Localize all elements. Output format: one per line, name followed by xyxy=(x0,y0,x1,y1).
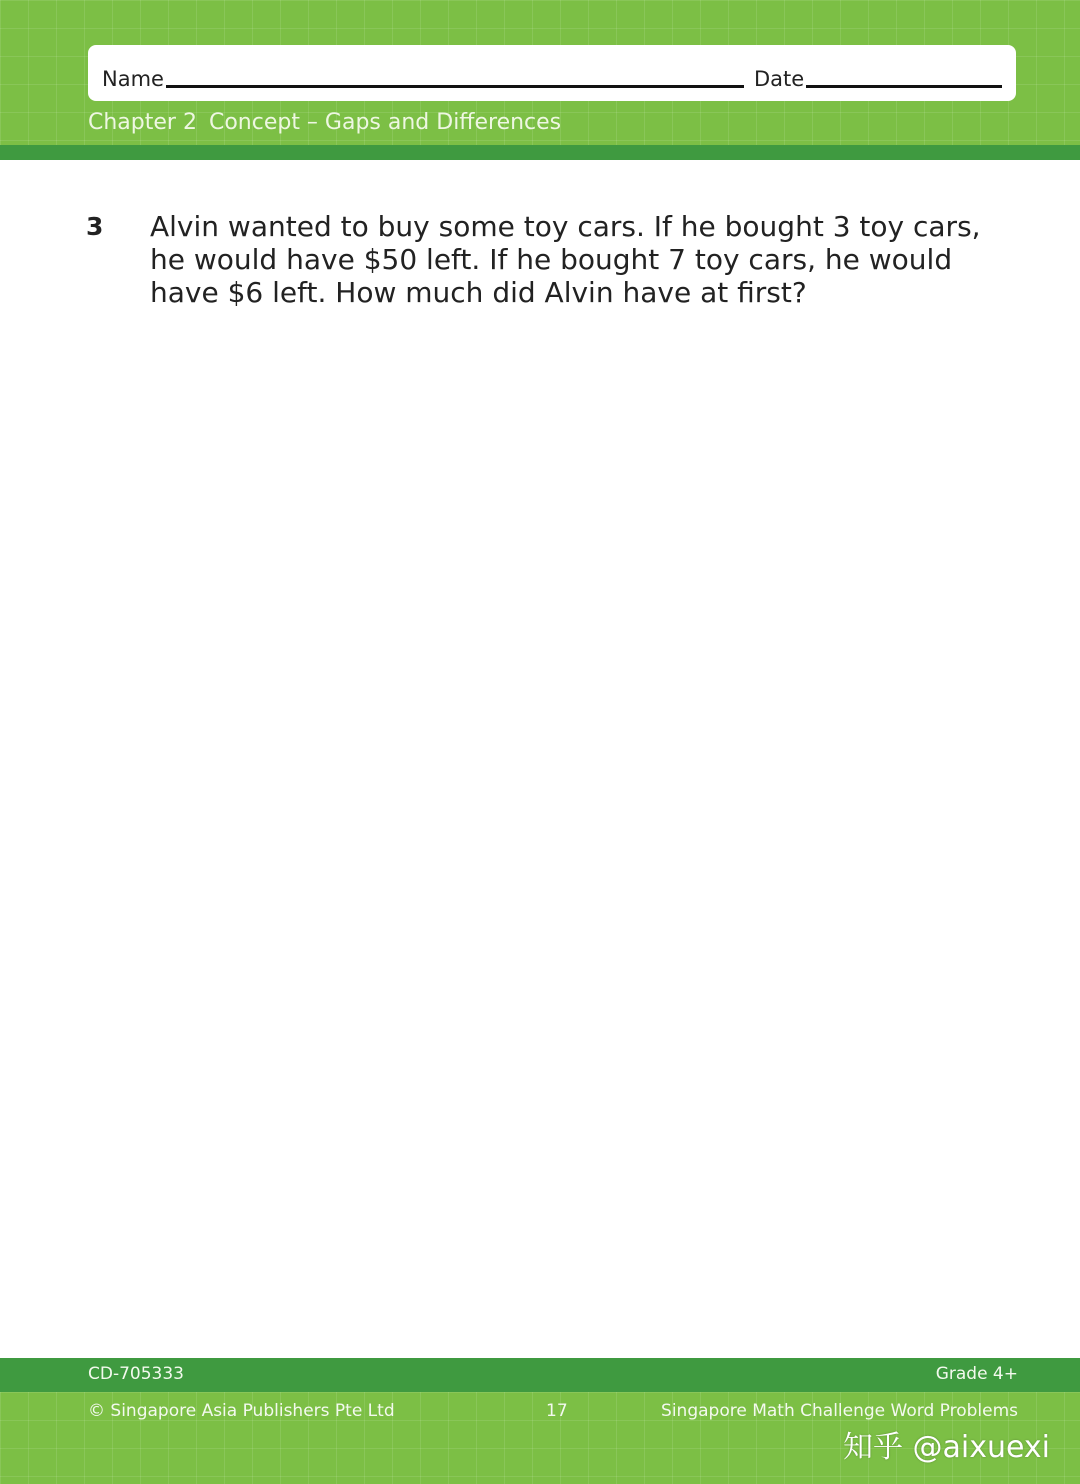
question-number: 3 xyxy=(86,212,104,241)
watermark: 知乎 @aixuexi xyxy=(842,1430,1050,1465)
grade-label: Grade 4+ xyxy=(935,1364,1018,1384)
chapter-number: Chapter 2 xyxy=(88,110,197,135)
name-date-box xyxy=(88,45,1016,101)
footer-bottom-bar xyxy=(0,1392,1080,1484)
date-field[interactable] xyxy=(806,85,1002,88)
series-title: Singapore Math Challenge Word Problems xyxy=(661,1401,1018,1421)
copyright-text: © Singapore Asia Publishers Pte Ltd xyxy=(88,1401,395,1421)
name-label: Name xyxy=(102,67,164,91)
product-code: CD-705333 xyxy=(88,1364,184,1384)
header-divider xyxy=(0,145,1080,160)
chapter-title: Concept – Gaps and Differences xyxy=(208,110,562,135)
chapter-heading xyxy=(88,110,561,135)
question-text: Alvin wanted to buy some toy cars. If he bought 3 toy cars, he would have $50 left. If he bought 7 toy cars, he would have $6 left. How much did Alvin have at first? xyxy=(150,210,981,309)
date-label: Date xyxy=(754,67,805,91)
footer-top-bar xyxy=(0,1358,1080,1392)
name-field[interactable] xyxy=(166,85,744,88)
page-header xyxy=(0,0,1080,145)
page-number: 17 xyxy=(546,1401,568,1421)
